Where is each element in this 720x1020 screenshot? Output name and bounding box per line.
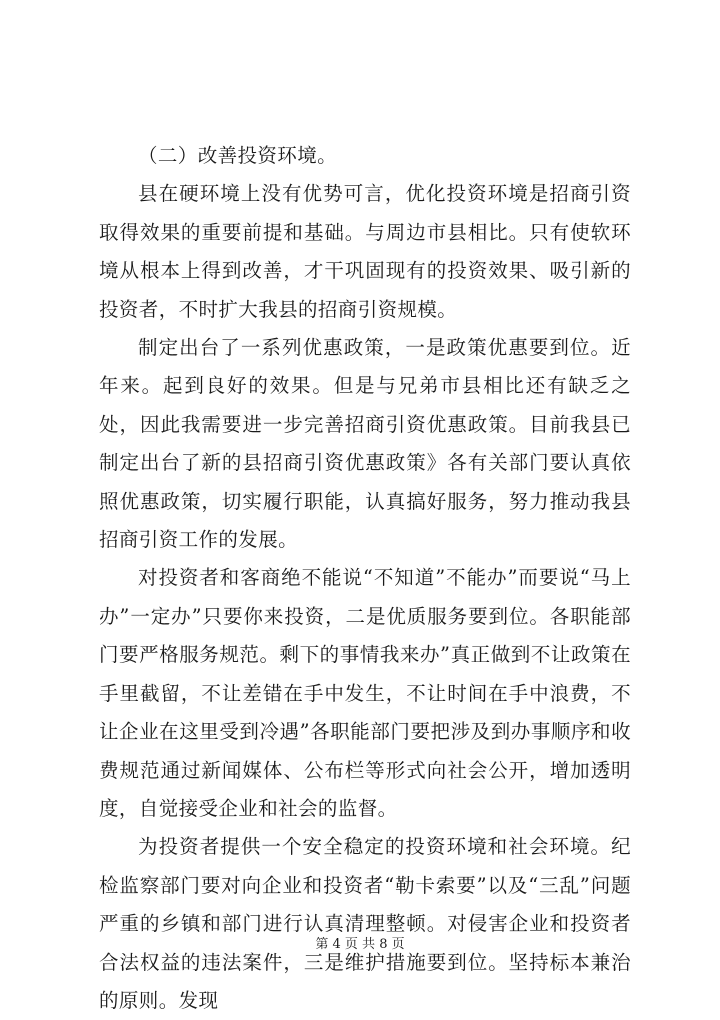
page-number-footer: 第 4 页 共 8 页: [315, 937, 405, 952]
paragraph-3: 对投资者和客商绝不能说“不知道”不能办”而要说“马上办”一定办”只要你来投资，二是优质服务要到位。各职能部门要严格服务规范。剩下的事情我来办”真正做到不让政策在手里截留，不让差错在手中发生，不让时间在手中浪费，不让企业在这里受到冷遇”各职能部门要把涉及到办事顺序和收费规范通过新闻媒体、公布栏等形式向社会公开，增加透明度，自觉接受企业和社会的监督。: [99, 566, 631, 820]
paragraph-2: 制定出台了一系列优惠政策，一是政策优惠要到位。近年来。起到良好的效果。但是与兄弟市县相比还有缺乏之处，因此我需要进一步完善招商引资优惠政策。目前我县已制定出台了新的县招商引资优惠政策》各有关部门要认真依照优惠政策，切实履行职能，认真搞好服务，努力推动我县招商引资工作的发展。: [99, 336, 631, 552]
paragraph-4: 为投资者提供一个安全稳定的投资环境和社会环境。纪检监察部门要对向企业和投资者“勒卡索要”以及“三乱”问题严重的乡镇和部门进行认真清理整顿。对侵害企业和投资者合法权益的违法案件，三是维护措施要到位。坚持标本兼治的原则。发现: [99, 835, 631, 1012]
document-body: [99, 137, 631, 1020]
paragraph-1: 县在硬环境上没有优势可言，优化投资环境是招商引资取得效果的重要前提和基础。与周边市县相比。只有使软环境从根本上得到改善，才干巩固现有的投资效果、吸引新的投资者，不时扩大我县的招商引资规模。: [99, 182, 631, 321]
section-heading: （二）改善投资环境。: [138, 144, 338, 167]
